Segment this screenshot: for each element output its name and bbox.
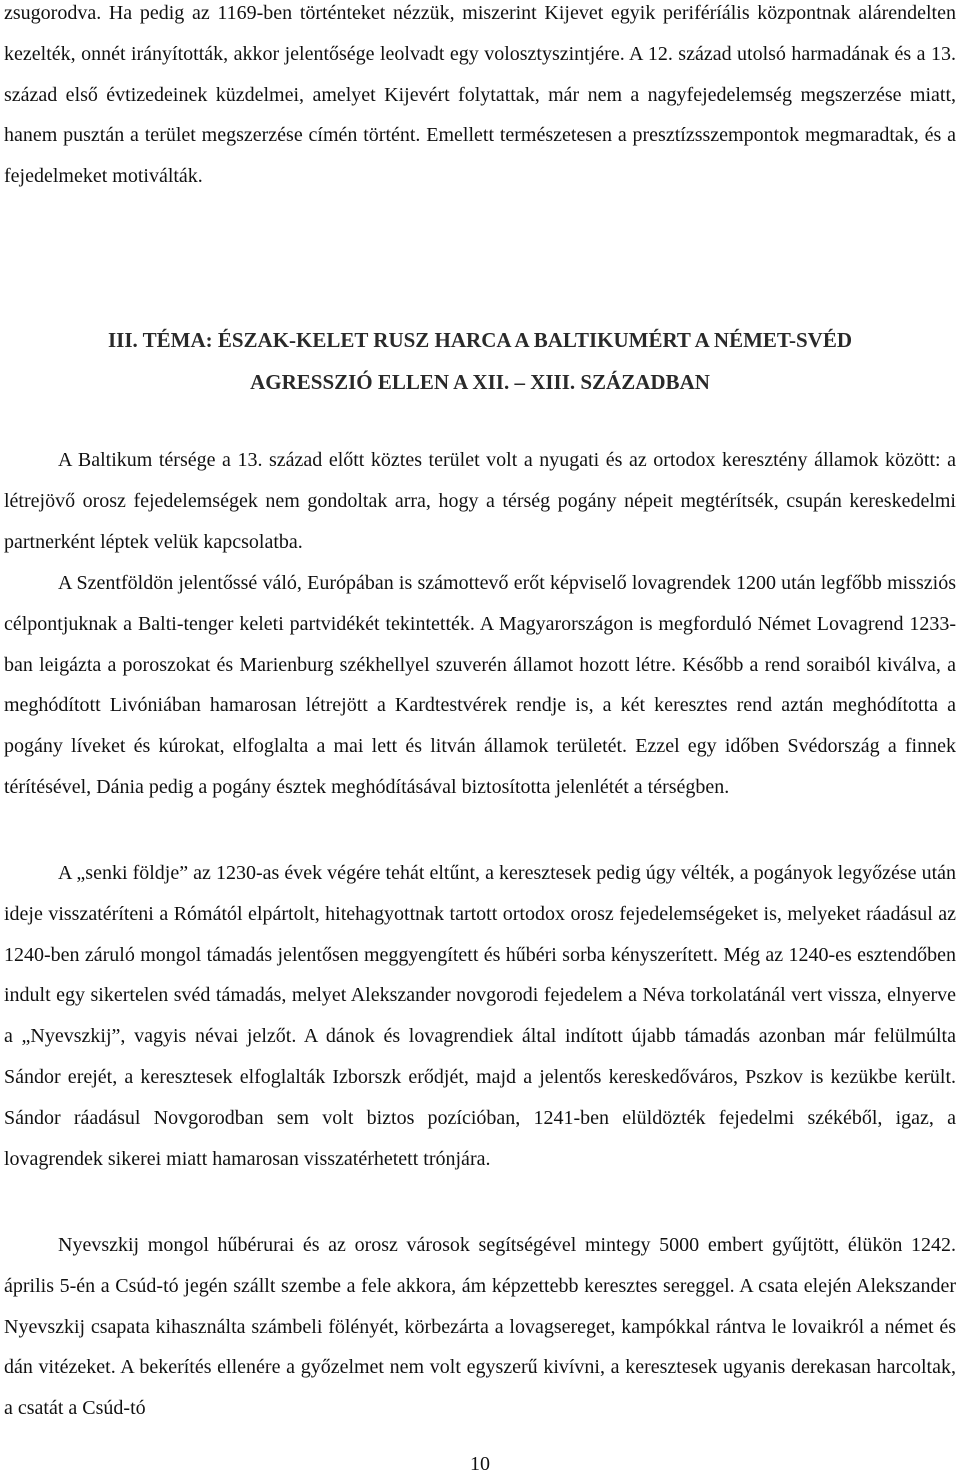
section-heading-line-2: AGRESSZIÓ ELLEN A XII. – XIII. SZÁZADBAN	[250, 370, 710, 394]
section-heading-line-1: III. TÉMA: ÉSZAK-KELET RUSZ HARCA A BALTIKUMÉRT A NÉMET-SVÉD	[107, 328, 852, 352]
body-paragraph-1: A Baltikum térsége a 13. század előtt köztes terület volt a nyugati és az ortodox keresztény államok között: a létrejövő orosz fejedelemségek nem gondoltak arra, hogy a térség pogány népeit megtérítsék, csupán kereskedelmi partnerként léptek velük kapcsolatba.	[4, 449, 956, 553]
body-paragraph-3: A „senki földje” az 1230-as évek végére tehát eltűnt, a keresztesek pedig úgy vélték, a pogányok legyőzése után ideje visszatéríteni a Rómától elpártolt, hitehagyottnak tartott ortodox orosz fejedelemségeket is, melyeket ráadásul az 1240-ben záruló mongol támadás jelentősen meggyengített és hűbéri sorba kényszerített. Még az 1240-es esztendőben indult egy sikertelen svéd támadás, melyet Alekszander novgorodi fejedelem a Néva torkolatánál vert vissza, elnyerve a „Nyevszkij”, vagyis névai jelzőt. A dánok és lovagrendiek által indított újabb támadás azonban már felülmúlta Sándor erejét, a keresztesek elfoglalták Izborszk erődjét, majd a jelentős kereskedőváros, Pszkov is kezükbe került. Sándor ráadásul Novgorodban sem volt biztos pozícióban, 1241-ben elüldözték fejedelmi székéből, igaz, a lovagrendek sikerei miatt hamarosan visszatérhetett trónjára.	[4, 862, 956, 1170]
intro-paragraph: zsugorodva. Ha pedig az 1169-ben történteket nézzük, miszerint Kijevet egyik periféríális központnak alárendelten kezelték, onnét irányították, akkor jelentősége leolvadt egy volosztyszintjére. A 12. század utolsó harmadának és a 13. század első évtizedeinek küzdelmei, amelyet Kijevért folytattak, már nem a nagyfejedelemség megszerzése miatt, hanem pusztán a terület megszerzése címén történt. Emellett természetesen a presztízsszempontok megmaradtak, és a fejedelmeket motiválták.	[4, 2, 956, 188]
body-paragraph-4: Nyevszkij mongol hűbérurai és az orosz városok segítségével mintegy 5000 embert gyűjtött, élükön 1242. április 5-én a Csúd-tó jegén szállt szembe a fele akkora, ám képzettebb keresztes sereggel. A csata elején Alekszander Nyevszkij csapata kihasználta számbeli fölényét, körbezárta a lovagsereget, kampókkal rántva le lovaikról a német és dán vitézeket. A bekerítés ellenére a győzelmet nem volt egyszerű kivívni, a keresztesek ugyanis derekasan harcoltak, a csatát a Csúd-tó	[4, 1234, 956, 1420]
body-paragraph-2: A Szentföldön jelentőssé váló, Európában is számottevő erőt képviselő lovagrendek 1200 után legfőbb missziós célpontjuknak a Balti-tenger keleti partvidékét tekintették. A Magyarországon is megforduló Német Lovagrend 1233-ban leigázta a poroszokat és Marienburg székhellyel szuverén államot hozott létre. Később a rend soraiból kiválva, a meghódított Livóniában hamarosan létrejött a Kardtestvérek rendje is, a két keresztes rend aztán meghódította a pogány líveket és kúrokat, elfoglalta a mai lett és litván államok területét. Ezzel egy időben Svédország a finnek térítésével, Dánia pedig a pogány észtek meghódításával biztosította jelenlétét a térségben.	[4, 572, 956, 798]
page-number: 10	[470, 1453, 490, 1475]
